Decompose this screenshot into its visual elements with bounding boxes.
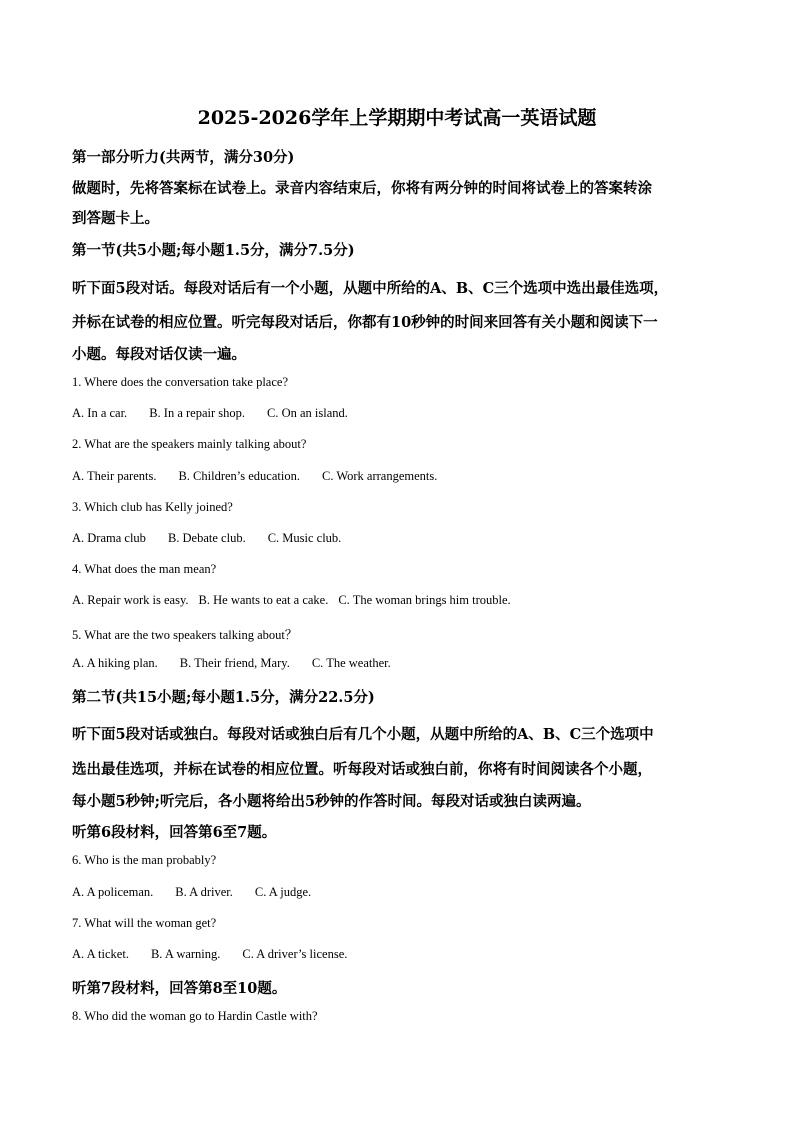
option-c: C. Music club. (267, 531, 342, 545)
option-c: C. The weather. (311, 656, 391, 670)
section2-instruction-line3: 每小题5秒钟;听完后，各小题将给出5秒钟的作答时间。每段对话或独白读两遍。 (72, 793, 591, 810)
option-b: B. Debate club. (167, 531, 246, 545)
option-c: C. The woman brings him trouble. (338, 593, 511, 607)
option-b: B. In a repair shop. (149, 406, 245, 420)
question-2: 2. What are the speakers mainly talking about? (72, 437, 307, 451)
section2-instruction-line1: 听下面5段对话或独白。每段对话或独白后有几个小题，从题中所给的A、B、C三个选项中 (72, 726, 654, 743)
section1-instruction-line2: 并标在试卷的相应位置。听完每段对话后，你都有10秒钟的时间来回答有关小题和阅读下一 (72, 314, 658, 331)
question-5-options (72, 656, 391, 671)
question-2-options (72, 469, 437, 484)
part1-instruction-line2: 到答题卡上。 (72, 210, 159, 227)
material7-heading: 听第7段材料，回答第8至10题。 (72, 980, 287, 997)
option-c: C. A judge. (254, 885, 312, 899)
question-3: 3. Which club has Kelly joined? (72, 500, 233, 514)
question-1: 1. Where does the conversation take place? (72, 375, 288, 389)
option-b: B. A warning. (150, 947, 221, 961)
question-6-options (72, 885, 311, 900)
question-5: 5. What are the two speakers talking about？ (72, 628, 298, 642)
option-a: A. A ticket. (72, 947, 129, 961)
option-a: A. A hiking plan. (72, 656, 158, 670)
section1-instruction-line3: 小题。每段对话仅读一遍。 (72, 346, 246, 363)
part1-instruction-line1: 做题时，先将答案标在试卷上。录音内容结束后，你将有两分钟的时间将试卷上的答案转涂 (72, 180, 652, 197)
option-a: A. A policeman. (72, 885, 154, 899)
section1-instruction-line1: 听下面5段对话。每段对话后有一个小题，从题中所给的A、B、C三个选项中选出最佳选项， (72, 280, 669, 297)
option-b: B. Children’s education. (178, 469, 300, 483)
option-a: A. In a car. (72, 406, 128, 420)
question-1-options (72, 406, 348, 421)
option-c: C. A driver’s license. (242, 947, 348, 961)
option-a: A. Drama club (72, 531, 146, 545)
section1-heading: 第一节(共5小题;每小题1.5分，满分7.5分) (72, 242, 355, 259)
question-6: 6. Who is the man probably? (72, 853, 217, 867)
part1-heading: 第一部分听力(共两节，满分30分) (72, 149, 295, 166)
section2-heading: 第二节(共15小题;每小题1.5分，满分22.5分) (72, 689, 375, 706)
exam-title: 2025-2026学年上学期期中考试高一英语试题 (197, 107, 597, 129)
option-c: C. Work arrangements. (321, 469, 438, 483)
option-b: B. He wants to eat a cake. (198, 593, 329, 607)
option-c: C. On an island. (267, 406, 348, 420)
question-4-options (72, 593, 511, 608)
question-4: 4. What does the man mean? (72, 562, 217, 576)
option-a: A. Their parents. (72, 469, 157, 483)
option-a: A. Repair work is easy. (72, 593, 189, 607)
question-8: 8. Who did the woman go to Hardin Castle with? (72, 1009, 318, 1023)
section2-instruction-line2: 选出最佳选项，并标在试卷的相应位置。听每段对话或独白前，你将有时间阅读各个小题， (72, 761, 652, 778)
question-7: 7. What will the woman get? (72, 916, 217, 930)
question-3-options (72, 531, 341, 546)
option-b: B. Their friend, Mary. (179, 656, 290, 670)
question-7-options (72, 947, 347, 962)
material6-heading: 听第6段材料，回答第6至7题。 (72, 824, 277, 841)
option-b: B. A driver. (175, 885, 233, 899)
